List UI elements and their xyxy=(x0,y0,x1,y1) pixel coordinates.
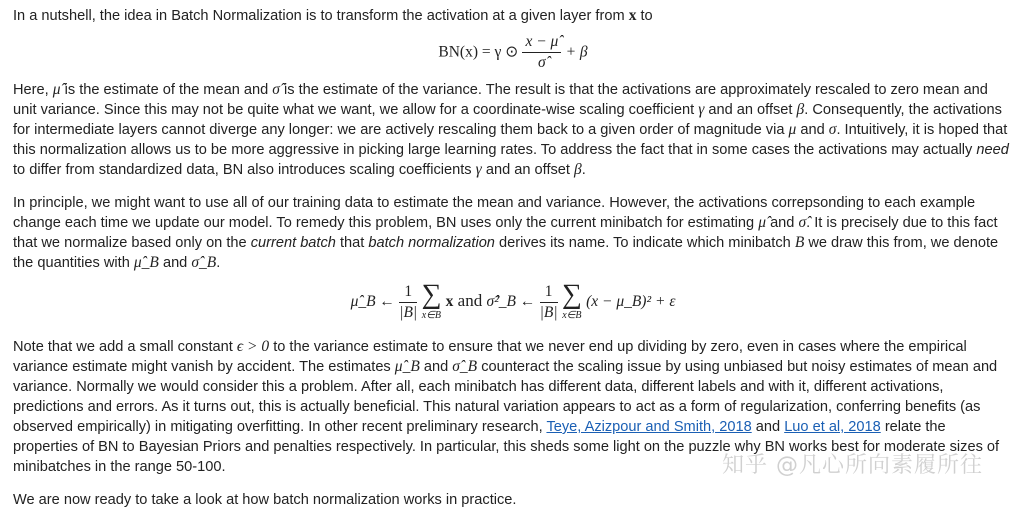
eq2-sum-2: ∑ x∈B xyxy=(561,279,582,321)
paragraph-minibatch xyxy=(13,193,1013,273)
p1-need: need xyxy=(976,142,1009,158)
equation1-fraction xyxy=(522,32,561,73)
eq2-and: and xyxy=(457,290,483,310)
p1-gamma: γ xyxy=(698,101,705,118)
p3-epsilon: ϵ > 0 xyxy=(236,338,270,355)
p1-mu: μ xyxy=(788,121,797,138)
p1-text-3: is the estimate of the variance. The result is that the activations are approximately rescaled to zero mean and unit variance. Since this may not be quite what we want, we allow for a coordinate-wise scaling coefficient xyxy=(13,82,988,118)
eq2-var-lhs: σ̂²_B ← xyxy=(486,292,536,310)
minibatch-estimates-equation xyxy=(13,281,1013,331)
p2-mu-hat: μ̂ xyxy=(758,214,766,231)
eq2-var-fraction xyxy=(540,282,558,323)
p2-text-7: and xyxy=(162,255,188,271)
paragraph-closing: We are now ready to take a look at how batch normalization works in practice. xyxy=(13,492,517,508)
eq2-x-term: x xyxy=(445,292,454,310)
eq2-sum-1: ∑ x∈B xyxy=(421,279,442,321)
p1-text-8: to differ from standardized data, BN also introduces scaling coefficients xyxy=(13,162,472,178)
p3-text-6: relate the properties of BN to Bayesian Priors and penalties respectively. In particular, this sheds some light on the puzzle why BN works best for moderate sizes of minibatches in the range 50-100. xyxy=(13,419,1000,475)
eq2-sum-sub-1: x∈B xyxy=(421,310,442,321)
p2-batch-normalization: batch normalization xyxy=(368,235,495,251)
eq2-frac-num-1: 1 xyxy=(399,282,417,303)
p1-beta: β xyxy=(796,101,805,118)
p3-text-1: Note that we add a small constant xyxy=(13,339,233,355)
p3-text-5: and xyxy=(755,419,781,435)
p1-text-6: and xyxy=(800,122,825,138)
equation1-numerator: x − μ̂ xyxy=(522,32,561,53)
eq2-frac-den-2: |B| xyxy=(539,303,558,321)
intro-text-before: In a nutshell, the idea in Batch Normalization is to transform the activation at a given layer from xyxy=(13,8,625,24)
link-luo-2018[interactable]: Luo et al, 2018 xyxy=(784,419,881,435)
batchnorm-equation xyxy=(13,32,1013,76)
p3-mu-hat-b: μ̂_B xyxy=(394,358,420,375)
eq2-var-term: (x − μ_B)² + ε xyxy=(586,292,676,310)
p3-text-4: counteract the scaling issue by using unbiased but noisy estimates of mean and variance. Normally we would consider this a problem. After all, each minibatch has different data, different labels and with it, different activations, predictions and errors. As it turns out, this is actually beneficial. This natural variation appears to act as a form of regularization, conferring benefits (as observed empirically) in mitigating overfitting. In other recent preliminary research, xyxy=(13,359,998,435)
p1-sigma-hat: σ̂ xyxy=(272,81,280,98)
p1-mu-hat: μ̂ xyxy=(52,81,61,98)
p1-text-7: . Intuitively, it is hoped that this normalization allows us to be more aggressive in picking large learning rates. To address the fact that in some cases the activations may actually xyxy=(13,122,1008,158)
intro-text-after: to xyxy=(640,8,653,24)
p1-text-5: . Consequently, the activations for intermediate layers cannot diverge any longer: we are actively rescaling them back to a given order of magnitude via xyxy=(13,102,1002,138)
p1-text-1: Here, xyxy=(13,82,49,98)
p2-text-8: . xyxy=(216,255,221,271)
p3-text-3: and xyxy=(423,359,449,375)
eq2-frac-num-2: 1 xyxy=(540,282,558,303)
p2-text-2: and xyxy=(770,215,795,231)
eq2-mean-lhs: μ̂_B ← xyxy=(350,292,395,310)
p2-text-1: In principle, we might want to use all of our training data to estimate the mean and variance. However, the activations correpsonding to each example change each time we update our model. To remedy this problem, BN uses only the current minibatch for estimating xyxy=(13,195,976,231)
equation1-lhs: BN(x) = γ ⊙ xyxy=(438,43,519,61)
intro-line xyxy=(13,6,1013,26)
zhihu-watermark: 知乎 @凡心所向素履所往 xyxy=(722,453,983,478)
p2-text-3: . It is precisely due to this fact that we normalize based only on the xyxy=(13,215,998,251)
p1-text-4: and an offset xyxy=(708,102,793,118)
equation1-denominator: σ̂ xyxy=(538,54,546,71)
equation1-rhs: + β xyxy=(565,43,588,61)
p2-sigma-hat-b: σ̂_B xyxy=(191,254,217,271)
p1-text-10: . xyxy=(581,162,586,178)
eq2-sum-sub-2: x∈B xyxy=(562,310,582,321)
p3-sigma-hat-b: σ̂_B xyxy=(452,358,478,375)
link-teye-2018[interactable]: Teye, Azizpour and Smith, 2018 xyxy=(546,419,752,435)
p2-B: B xyxy=(794,234,805,251)
p1-sigma: σ xyxy=(828,121,837,138)
p2-sigma-hat: σ̂ xyxy=(798,214,807,231)
p2-text-6: we draw this from, we denote the quantities with xyxy=(13,235,999,271)
p2-text-5: derives its name. To indicate which minibatch xyxy=(499,235,791,251)
p2-current-batch: current batch xyxy=(250,235,336,251)
p1-text-9: and an offset xyxy=(485,162,570,178)
p2-mu-hat-b: μ̂_B xyxy=(133,254,159,271)
p1-gamma-2: γ xyxy=(475,161,482,178)
p1-text-2: is the estimate of the mean and xyxy=(64,82,269,98)
p2-text-4: that xyxy=(339,235,365,251)
p3-text-2: to the variance estimate to ensure that we never end up dividing by zero, even in cases where the empirical variance estimate might vanish by accident. The estimates xyxy=(13,339,967,375)
x-symbol: x xyxy=(628,7,637,24)
document-body xyxy=(13,6,1013,510)
eq2-mean-fraction xyxy=(399,282,417,323)
p1-beta-2: β xyxy=(574,161,582,178)
paragraph-estimates xyxy=(13,80,1013,180)
eq2-frac-den-1: |B| xyxy=(399,303,418,321)
